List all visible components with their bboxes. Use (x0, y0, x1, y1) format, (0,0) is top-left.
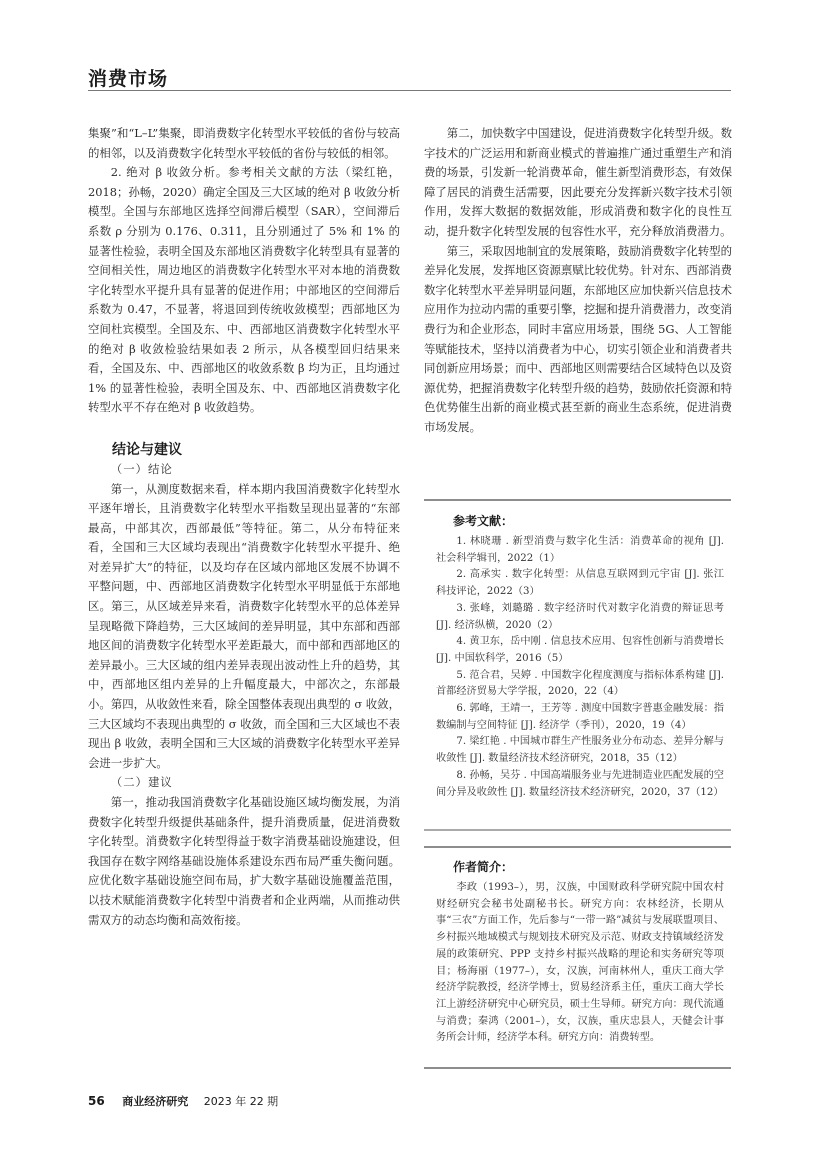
paragraph-suggestion-1: 第一，推动我国消费数字化基础设施区域均衡发展，为消费数字化转型升级提供基础条件，提升消费质量，促进消费数字化转型。消费数字化转型得益于数字消费基础设施建设，但我国存在数字网络基础设施体系建设东西布局严重失衡问题。应优化数字基础设施空间布局，扩大数字基础设施覆盖范围，以技术赋能消费数字化转型中消费者和企业两端，从而推动供需双方的动态均衡和高效衔接。 (88, 795, 400, 927)
paragraph-suggestion-2: 第二，加快数字中国建设，促进消费数字化转型升级。数字技术的广泛运用和新商业模式的普遍推广通过重塑生产和消费的场景，引发新一轮消费革命，催生新型消费形态，有效保障了居民的消费生活需要，因此要充分发挥新兴数字技术引领作用，发挥大数据的数据效能，形成消费和数字化的良性互动，提升数字化转型发展的包容性水平，充分释放消费潜力。 (424, 126, 732, 238)
page-number: 56 (88, 1094, 105, 1108)
paragraph-conclusion: 第一，从测度数据来看，样本期内我国消费数字化转型水平逐年增长，且消费数字化转型水平指数呈现出显著的“东部最高，中部其次，西部最低”等特征。第二，从分布特征来看，全国和三大区域均表现出“消费数字化转型水平提升、绝对差异扩大”的特征，以及均存在区域内部地区发展不协调不平整问题，中、西部地区消费数字化转型水平明显低于东部地区。第三，从区域差异来看，消费数字化转型水平的总体差异呈现略微下降趋势，三大区域间的差异明显，其中东部和西部地区间的消费数字化转型水平差距最大，而中部和西部地区的差异最小。三大区域的组内差异表现出波动性上升的趋势，其中，西部地区组内差异的上升幅度最大，中部次之，东部最小。第四，从收敛性来看，除全国整体表现出典型的 σ 收敛，三大区域均不表现出典型的 σ 收敛，而全国和三大区域也不表现出 β 收敛，表明全国和三大区域的消费数字化转型水平差异会进一步扩大。 (88, 481, 400, 770)
references-top-rule (424, 499, 731, 501)
reference-item: 1. 林晓珊 . 新型消费与数字化生活：消费革命的视角 [J]. 社会科学辑刊，2022（1） (436, 536, 724, 564)
paragraph-suggestion-3: 第三，采取因地制宜的发展策略，鼓励消费数字化转型的差异化发展，发挥地区资源禀赋比较优势。针对东、西部消费数字化转型水平差异明显问题，东部地区应加快新兴信息技术应用作为拉动内需的重要引擎，挖掘和提升消费潜力，改变消费行为和企业形态，同时丰富应用场景，围绕 5G、人工智能等赋能技术，坚持以消费者为中心，切实引领企业和消费者共同创新应用场景；而中、西部地区则需要结合区域特色以及资源优势，把握消费数字化转型升级的趋势，鼓励依托资源和特色优势催生出新的商业模式甚至新的商业生态系统，促进消费市场发展。 (424, 243, 732, 434)
reference-item: 4. 黄卫东，岳中刚 . 信息技术应用、包容性创新与消费增长 [J]. 中国软科学，2016（5） (436, 636, 724, 664)
heading-conclusions: 结论与建议 (112, 441, 182, 458)
header-rule (88, 90, 731, 91)
page-footer (88, 1093, 278, 1109)
reference-item: 7. 梁红艳 . 中国城市群生产性服务业分布动态、差异分解与收敛性 [J]. 数量经济技术经济研究，2018，35（12） (436, 736, 724, 765)
references-bottom-rule (424, 829, 731, 831)
reference-item: 6. 郭峰，王靖一，王芳等 . 测度中国数字普惠金融发展：指数编制与空间特征 [J]. 经济学（季刊），2020，19（4） (436, 703, 724, 731)
author-bio (436, 880, 724, 1047)
references-list (436, 534, 724, 801)
left-column (88, 124, 400, 930)
subheading-suggestion: （二）建议 (110, 775, 173, 790)
reference-item: 2. 高承实 . 数字化转型：从信息互联网到元宇宙 [J]. 张江科技评论，2022（3） (436, 569, 724, 598)
paragraph-cluster-continuation: 集聚”和“L–L”集聚，即消费数字化转型水平较低的省份与较高的相邻，以及消费数字化转型水平较低的省份与较低的相邻。 (88, 126, 400, 160)
right-column (424, 124, 732, 438)
reference-item: 3. 张峰，刘璐璐 . 数字经济时代对数字化消费的辩证思考 [J]. 经济纵横，2020（2） (436, 602, 724, 631)
section-title: 消费市场 (88, 68, 169, 90)
author-bottom-rule (424, 1067, 731, 1069)
author-top-rule (424, 846, 731, 848)
journal-name: 商业经济研究 (122, 1095, 189, 1108)
author-bio-text: 李政（1993–），男，汉族，中国财政科学研究院中国农村财经研究会秘书处副秘书长。研究方向：农林经济，长期从事“三农”方面工作，先后参与“一带一路”减贫与发展联盟项目、乡村振兴地域模式与规划技术研究及示范、财政支持镇域经济发展的政策研究、PPP 支持乡村振兴战略的理论和实务研究等项目；杨海丽（1977–），女，汉族，河南林州人，重庆工商大学经济学院教授，经济学博士，贸易经济系主任，重庆工商大学长江上游经济研究中心研究员，硕士生导师。研究方向：现代流通与消费；秦鸿（2001–），女，汉族，重庆忠县人，天健会计事务所会计师，经济学本科。研究方向：消费转型。 (436, 882, 724, 1044)
subheading-conclusion: （一）结论 (110, 461, 173, 476)
reference-item: 5. 范合君，吴婷 . 中国数字化程度测度与指标体系构建 [J]. 首都经济贸易大学学报，2020，22（4） (436, 669, 724, 698)
reference-item: 8. 孙畅，吴芬 . 中国高端服务业与先进制造业匹配发展的空间分异及收敛性 [J]. 数量经济技术经济研究，2020，37（12） (436, 769, 724, 798)
issue-label: 2023 年 22 期 (203, 1095, 279, 1108)
paragraph-beta-convergence: 2. 绝对 β 收敛分析。参考相关文献的方法（梁红艳，2018；孙畅，2020）确定全国及三大区域的绝对 β 收敛分析模型。全国与东部地区选择空间滞后模型（SAR），空间滞后系数 ρ 分别为 0.176、0.311，且分别通过了 5% 和 1% 的显著性检验，表明全国及东部地区消费数字化转型具有显著的空间相关性，周边地区的消费数字化转型水平对本地的消费数字化转型水平提升具有显著的促进作用；中部地区的空间滞后系数为 0.47，不显著，将退回到传统收敛模型；西部地区为空间杜宾模型。全国及东、中、西部地区消费数字化转型水平的绝对 β 收敛检验结果如表 2 所示，从各模型回归结果来看，全国及东、中、西部地区的收敛系数 β 均为正，且均通过 1% 的显著性检验，表明全国及东、中、西部地区消费数字化转型水平不存在绝对 β 收敛趋势。 (88, 165, 400, 415)
references-title: 参考文献： (453, 514, 514, 528)
author-bio-title: 作者简介： (453, 860, 514, 874)
